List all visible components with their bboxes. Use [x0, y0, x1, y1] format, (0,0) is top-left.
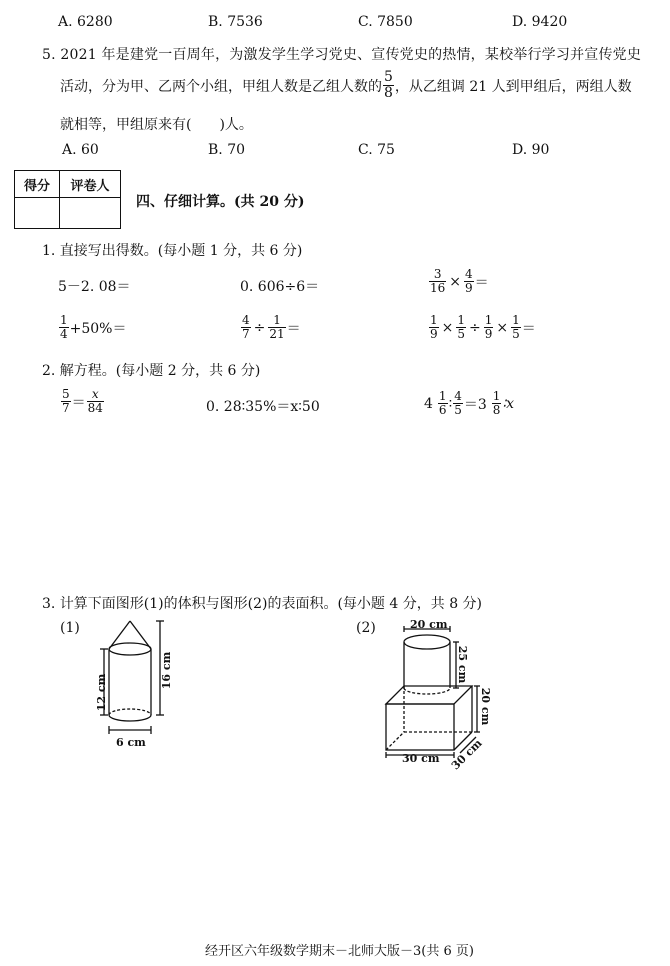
ratio-colon: ∶ — [448, 395, 453, 412]
score-cell[interactable] — [15, 198, 60, 229]
fraction — [59, 314, 69, 341]
equals: ＝ — [286, 320, 301, 337]
p2-eq3 — [424, 390, 514, 417]
equals: ＝ — [521, 320, 536, 337]
score-box — [14, 170, 121, 229]
fraction — [268, 314, 285, 341]
frac-numerator: 4 — [242, 313, 250, 327]
frac-numerator: 4 — [465, 267, 473, 281]
frac-numerator: 1 — [492, 389, 501, 403]
p1-expr5 — [240, 314, 301, 341]
score-header: 得分 — [15, 171, 60, 198]
p1-expr4 — [58, 314, 127, 341]
frac-denominator: 9 — [465, 281, 473, 295]
page-footer: 经开区六年级数学期末－北师大版－3(共 6 页) — [205, 944, 474, 959]
q5-fraction — [383, 70, 394, 101]
fig2-length: 30 cm — [402, 752, 440, 765]
equals: ＝ — [474, 274, 489, 291]
frac-numerator: 4 — [454, 389, 462, 403]
frac-denominator: 9 — [484, 327, 493, 341]
fig1-diameter: 6 cm — [116, 736, 146, 749]
frac-numerator: 5 — [62, 387, 70, 401]
q5-line2 — [60, 70, 632, 101]
frac-denominator: 5 — [457, 327, 466, 341]
operator: × — [449, 273, 462, 290]
p1-expr2: 0. 606÷6＝ — [240, 279, 320, 295]
p1-expr6 — [428, 314, 536, 341]
whole-number: 4 — [424, 395, 433, 412]
frac-numerator: 1 — [438, 389, 447, 403]
frac-denominator: 8 — [384, 85, 393, 101]
frac-numerator: 1 — [512, 313, 520, 327]
fraction — [492, 390, 502, 417]
p1-expr1: 5－2. 08＝ — [58, 279, 131, 295]
frac-numerator: 1 — [268, 314, 285, 328]
operator: × — [441, 319, 454, 336]
q5-option-c: C. 75 — [358, 142, 395, 158]
operator: ÷ — [469, 319, 481, 336]
operator: × — [496, 319, 509, 336]
section4-title: 四、仔细计算。(共 20 分) — [136, 194, 305, 210]
fig2-width: 30 cm — [448, 736, 485, 773]
frac-denominator: 4 — [60, 327, 68, 341]
q5-option-b: B. 70 — [208, 142, 246, 158]
operator: ÷ — [253, 319, 266, 336]
fig2-height-box: 20 cm — [479, 687, 493, 726]
frac-denominator: 7 — [242, 327, 250, 341]
prev-option-b: B. 7536 — [208, 14, 263, 30]
q5-option-d: D. 90 — [512, 142, 550, 158]
p3-title: 3. 计算下面图形(1)的体积与图形(2)的表面积。(每小题 4 分，共 8 分) — [42, 596, 483, 612]
frac-numerator: 1 — [484, 313, 493, 327]
fraction — [484, 314, 494, 341]
frac-denominator: 84 — [87, 401, 103, 415]
fraction — [429, 314, 439, 341]
frac-denominator: 21 — [269, 327, 285, 341]
fraction — [429, 268, 446, 295]
ratio-colon-x: ∶x — [502, 395, 514, 412]
equals: ＝3 — [463, 396, 487, 413]
frac-denominator: 5 — [512, 327, 520, 341]
p2-eq1 — [60, 388, 105, 415]
frac-numerator: 1 — [457, 313, 466, 327]
prev-option-d: D. 9420 — [512, 14, 568, 30]
p2-eq2: 0. 28∶35%＝x∶50 — [206, 399, 320, 415]
fraction — [464, 268, 474, 295]
q5-option-a: A. 60 — [62, 142, 99, 158]
fig2-height-cyl: 25 cm — [456, 645, 470, 684]
fig1-label: (1) — [60, 620, 80, 636]
q5-line3: 就相等，甲组原来有( )人。 — [60, 117, 253, 133]
prev-option-c: C. 7850 — [358, 14, 413, 30]
fraction — [456, 314, 466, 341]
frac-numerator: 3 — [429, 268, 446, 282]
frac-numerator: 1 — [430, 313, 438, 327]
fraction — [241, 314, 251, 341]
fraction — [453, 390, 463, 417]
frac-denominator: 9 — [430, 327, 438, 341]
frac-denominator: 7 — [62, 401, 70, 415]
p2-title: 2. 解方程。(每小题 2 分，共 6 分) — [42, 363, 261, 379]
fraction — [61, 388, 71, 415]
q5-line2-b: ，从乙组调 21 人到甲组后，两组人数 — [394, 78, 632, 95]
frac-denominator: 5 — [454, 403, 462, 417]
fraction — [511, 314, 521, 341]
fig2-diameter: 20 cm — [410, 618, 448, 631]
p1-title: 1. 直接写出得数。(每小题 1 分，共 6 分) — [42, 243, 303, 259]
frac-denominator: 6 — [438, 403, 447, 417]
fraction — [87, 388, 104, 415]
fraction — [438, 390, 448, 417]
q5-line2-a: 活动，分为甲、乙两个小组，甲组人数是乙组人数的 — [60, 78, 382, 95]
grader-header: 评卷人 — [60, 171, 121, 198]
prev-option-a: A. 6280 — [58, 14, 113, 30]
frac-denominator: 8 — [492, 403, 501, 417]
fig1-height-total: 16 cm — [160, 651, 174, 690]
q5-line1: 5. 2021 年是建党一百周年，为激发学生学习党史、宣传党史的热情，某校举行学习并宣传党史 — [42, 47, 642, 63]
fig1-height-cyl: 12 cm — [95, 673, 109, 712]
frac-numerator: x — [87, 388, 104, 402]
frac-numerator: 5 — [384, 69, 393, 85]
fig2-label: (2) — [356, 620, 376, 636]
p1-expr3 — [428, 268, 489, 295]
frac-numerator: 1 — [60, 313, 68, 327]
equals: ＝ — [71, 394, 86, 411]
grader-cell[interactable] — [60, 198, 121, 229]
expr-rest: +50%＝ — [69, 320, 127, 337]
frac-denominator: 16 — [430, 281, 446, 295]
